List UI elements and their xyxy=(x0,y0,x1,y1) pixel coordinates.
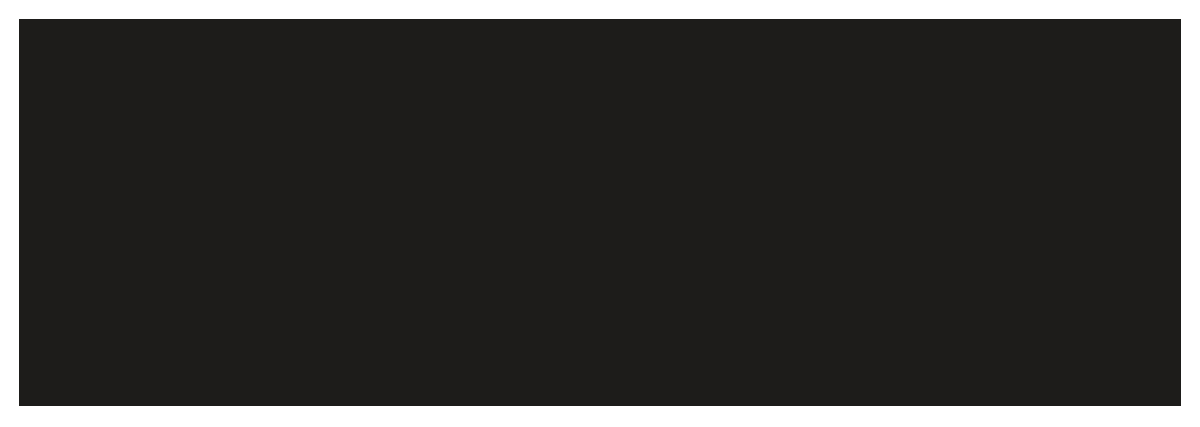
blank-screen[interactable] xyxy=(19,19,1181,406)
